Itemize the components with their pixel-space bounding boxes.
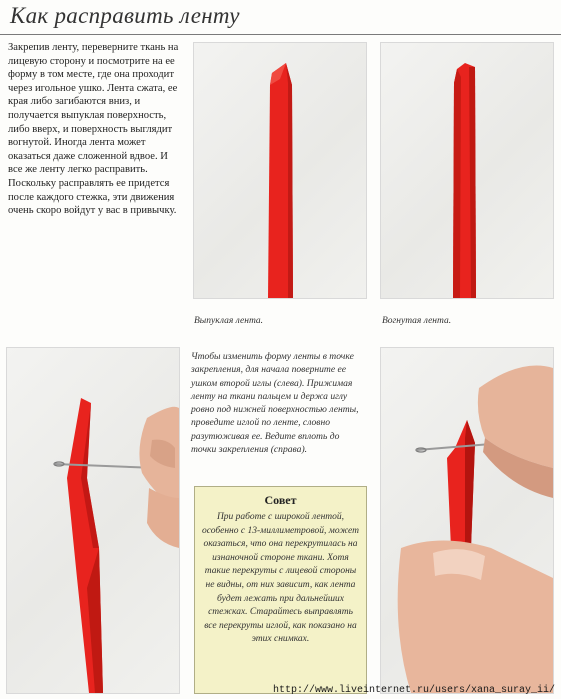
- page-title: Как расправить ленту: [10, 3, 240, 28]
- title-bar: [0, 0, 561, 36]
- title-underline: [0, 34, 561, 35]
- tip-body: При работе с широкой лентой, особенно с 13-миллиметровой, может оказаться, что она перекрутилась на изнаночной стороне ткани. Хотя такие перекруты с лицевой стороны не видны, от них зависит, как лента будет лежать при дальнейших стежках. Старайтесь выправлять все перекруты иглой, как показано на этих снимках.: [201, 512, 359, 645]
- caption-convex: Выпуклая лента.: [194, 316, 264, 326]
- tip-title: Совет: [264, 493, 297, 507]
- instruction-text: Чтобы изменить форму ленты в точке закрепления, для начала поверните ее ушком второй иглы (слева). Прижимая ленту на ткани пальцем и держа иглу ровно под нижней поверхностью ленты, проведите иглой по ленте, словно разутюживая ее. Ведите вплоть до точки закрепления (справа).: [191, 351, 359, 456]
- photo-convex-ribbon: [193, 42, 367, 299]
- photo-needle-left: [6, 347, 180, 694]
- photo-concave-ribbon: [380, 42, 554, 299]
- tip-box: [194, 486, 367, 694]
- watermark-url: http://www.liveinternet.ru/users/xana_suray_ii/: [272, 685, 555, 696]
- intro-paragraph: Закрепив ленту, переверните ткань на лицевую сторону и посмотрите на ее форму в том месте, где она проходит через игольное ушко. Лента сжата, ее края либо загибаются вниз, и получается выпуклая поверхность, либо вверх, и поверхность выглядит вогнутой. Иногда лента может оказаться даже сложенной вдвое. И все же ленту легко расправить. Поскольку расправлять ее придется после каждого стежка, эти движения очень скоро войдут у вас в привычку.: [8, 42, 179, 217]
- caption-concave: Вогнутая лента.: [382, 316, 452, 326]
- photo-needle-right: [380, 347, 554, 694]
